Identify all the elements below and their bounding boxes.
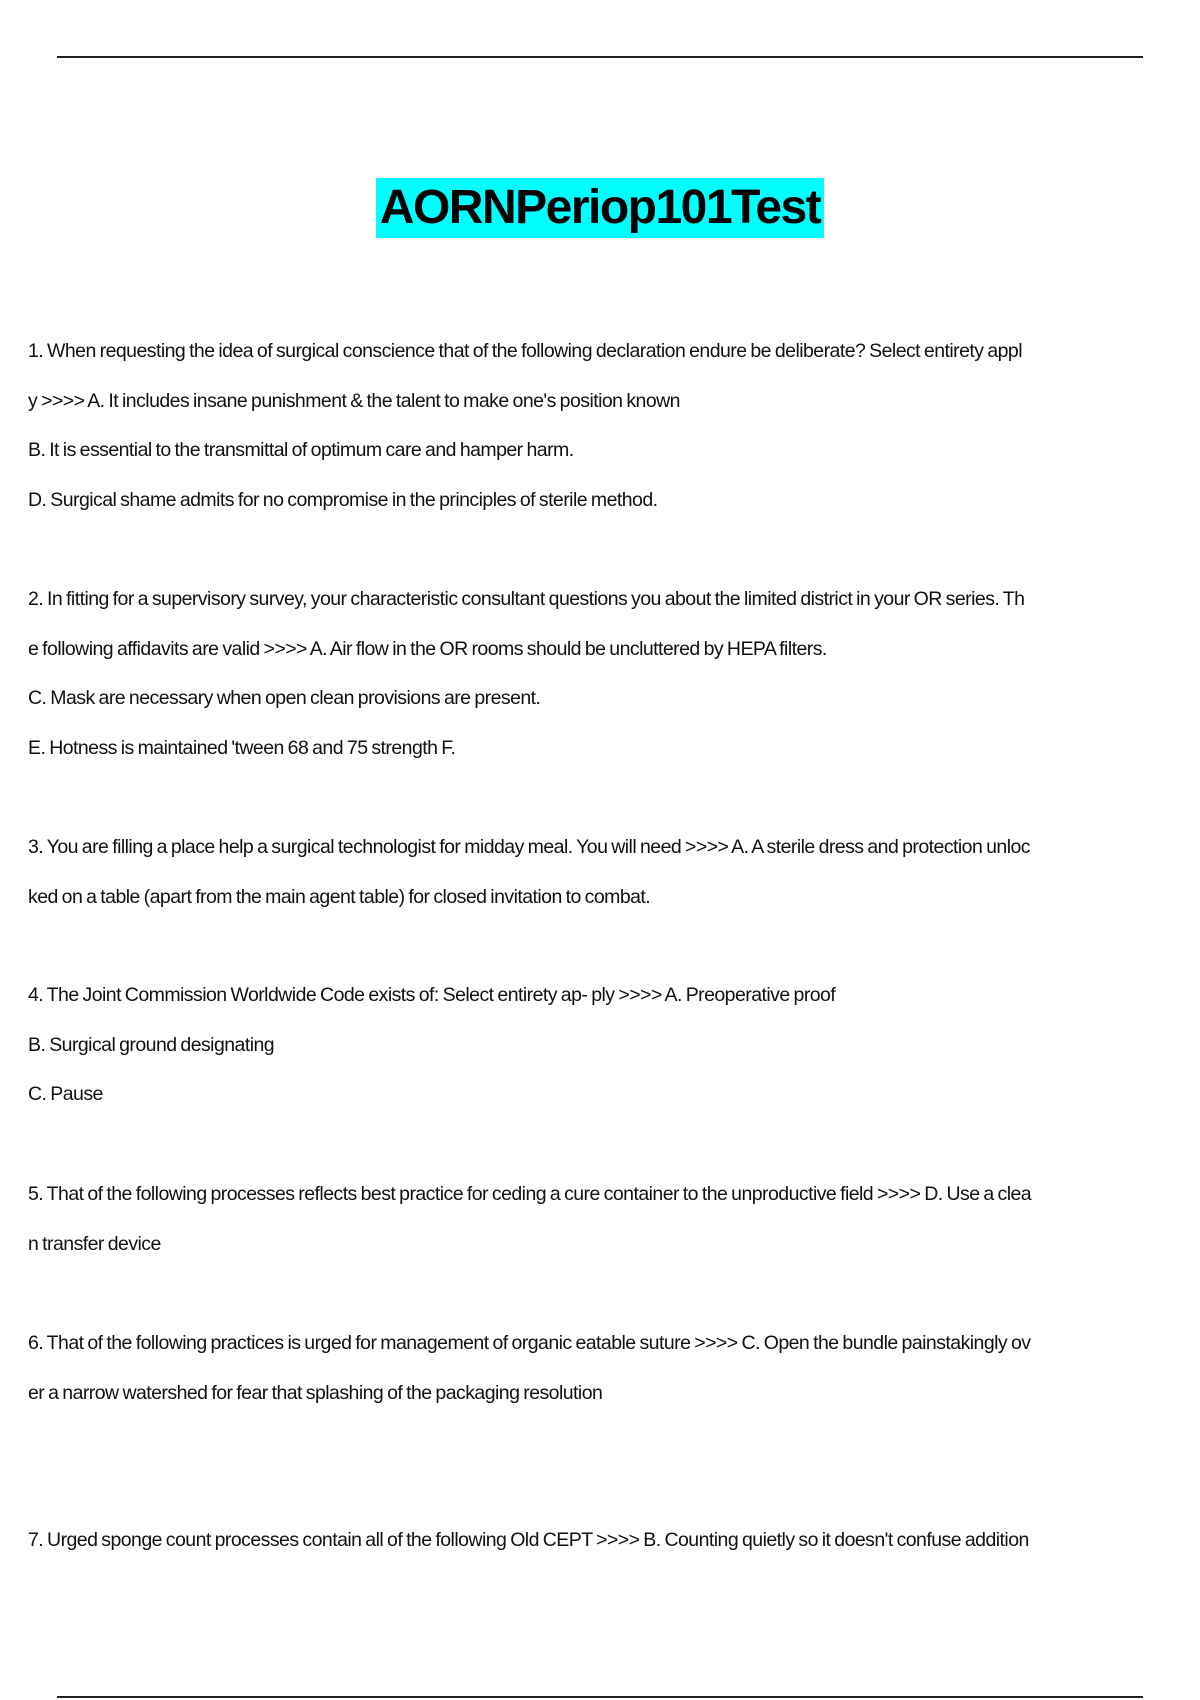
question-3: [28, 835, 1178, 934]
question-line: 6. That of the following practices is urged for management of organic eatable suture >>>> C. Open the bundle painstakingly ov: [28, 1332, 1031, 1354]
bottom-divider: [57, 1696, 1143, 1698]
question-line: y >>>> A. It includes insane punishment & the talent to make one's position known: [28, 389, 680, 412]
answer-line: B. Surgical ground designating: [28, 1033, 275, 1056]
question-line: 3. You are filling a place help a surgical technologist for midday meal. You will need >>>> A. A sterile dress and protection unloc: [28, 836, 1030, 858]
question-line: er a narrow watershed for fear that splashing of the packaging resolution: [28, 1381, 603, 1404]
answer-line: C. Mask are necessary when open clean provisions are present.: [28, 687, 541, 709]
question-line: ked on a table (apart from the main agent table) for closed invitation to combat.: [28, 885, 651, 908]
question-line: n transfer device: [28, 1232, 161, 1255]
question-line: 7. Urged sponge count processes contain all of the following Old CEPT >>>> B. Counting quietly so it doesn't confuse addition: [28, 1529, 1029, 1551]
document-title: AORNPeriop101Test: [376, 178, 824, 238]
question-line: 4. The Joint Commission Worldwide Code exists of: Select entirety ap- ply >>>> A. Preoperative proof: [28, 984, 836, 1006]
question-5: [28, 1182, 1178, 1281]
question-6: [28, 1331, 1178, 1430]
question-line: e following affidavits are valid >>>> A. Air flow in the OR rooms should be uncluttered by HEPA filters.: [28, 637, 827, 660]
top-divider: [57, 56, 1143, 58]
answer-line: C. Pause: [28, 1083, 103, 1105]
question-4: [28, 983, 1178, 1132]
question-line: 2. In fitting for a supervisory survey, your characteristic consultant questions you about the limited district in your OR series. Th: [28, 588, 1025, 610]
question-1: [28, 339, 1178, 537]
question-line: 1. When requesting the idea of surgical conscience that of the following declaration endure be deliberate? Select entirety appl: [28, 340, 1023, 362]
answer-line: B. It is essential to the transmittal of optimum care and hamper harm.: [28, 439, 574, 461]
question-7: [28, 1528, 1178, 1578]
answer-line: E. Hotness is maintained 'tween 68 and 75 strength F.: [28, 736, 456, 759]
answer-line: D. Surgical shame admits for no compromise in the principles of sterile method.: [28, 488, 658, 511]
question-line: 5. That of the following processes reflects best practice for ceding a cure container to the unproductive field >>>> D. Use a clea: [28, 1183, 1032, 1205]
question-2: [28, 587, 1178, 785]
title-container: [0, 178, 1200, 238]
